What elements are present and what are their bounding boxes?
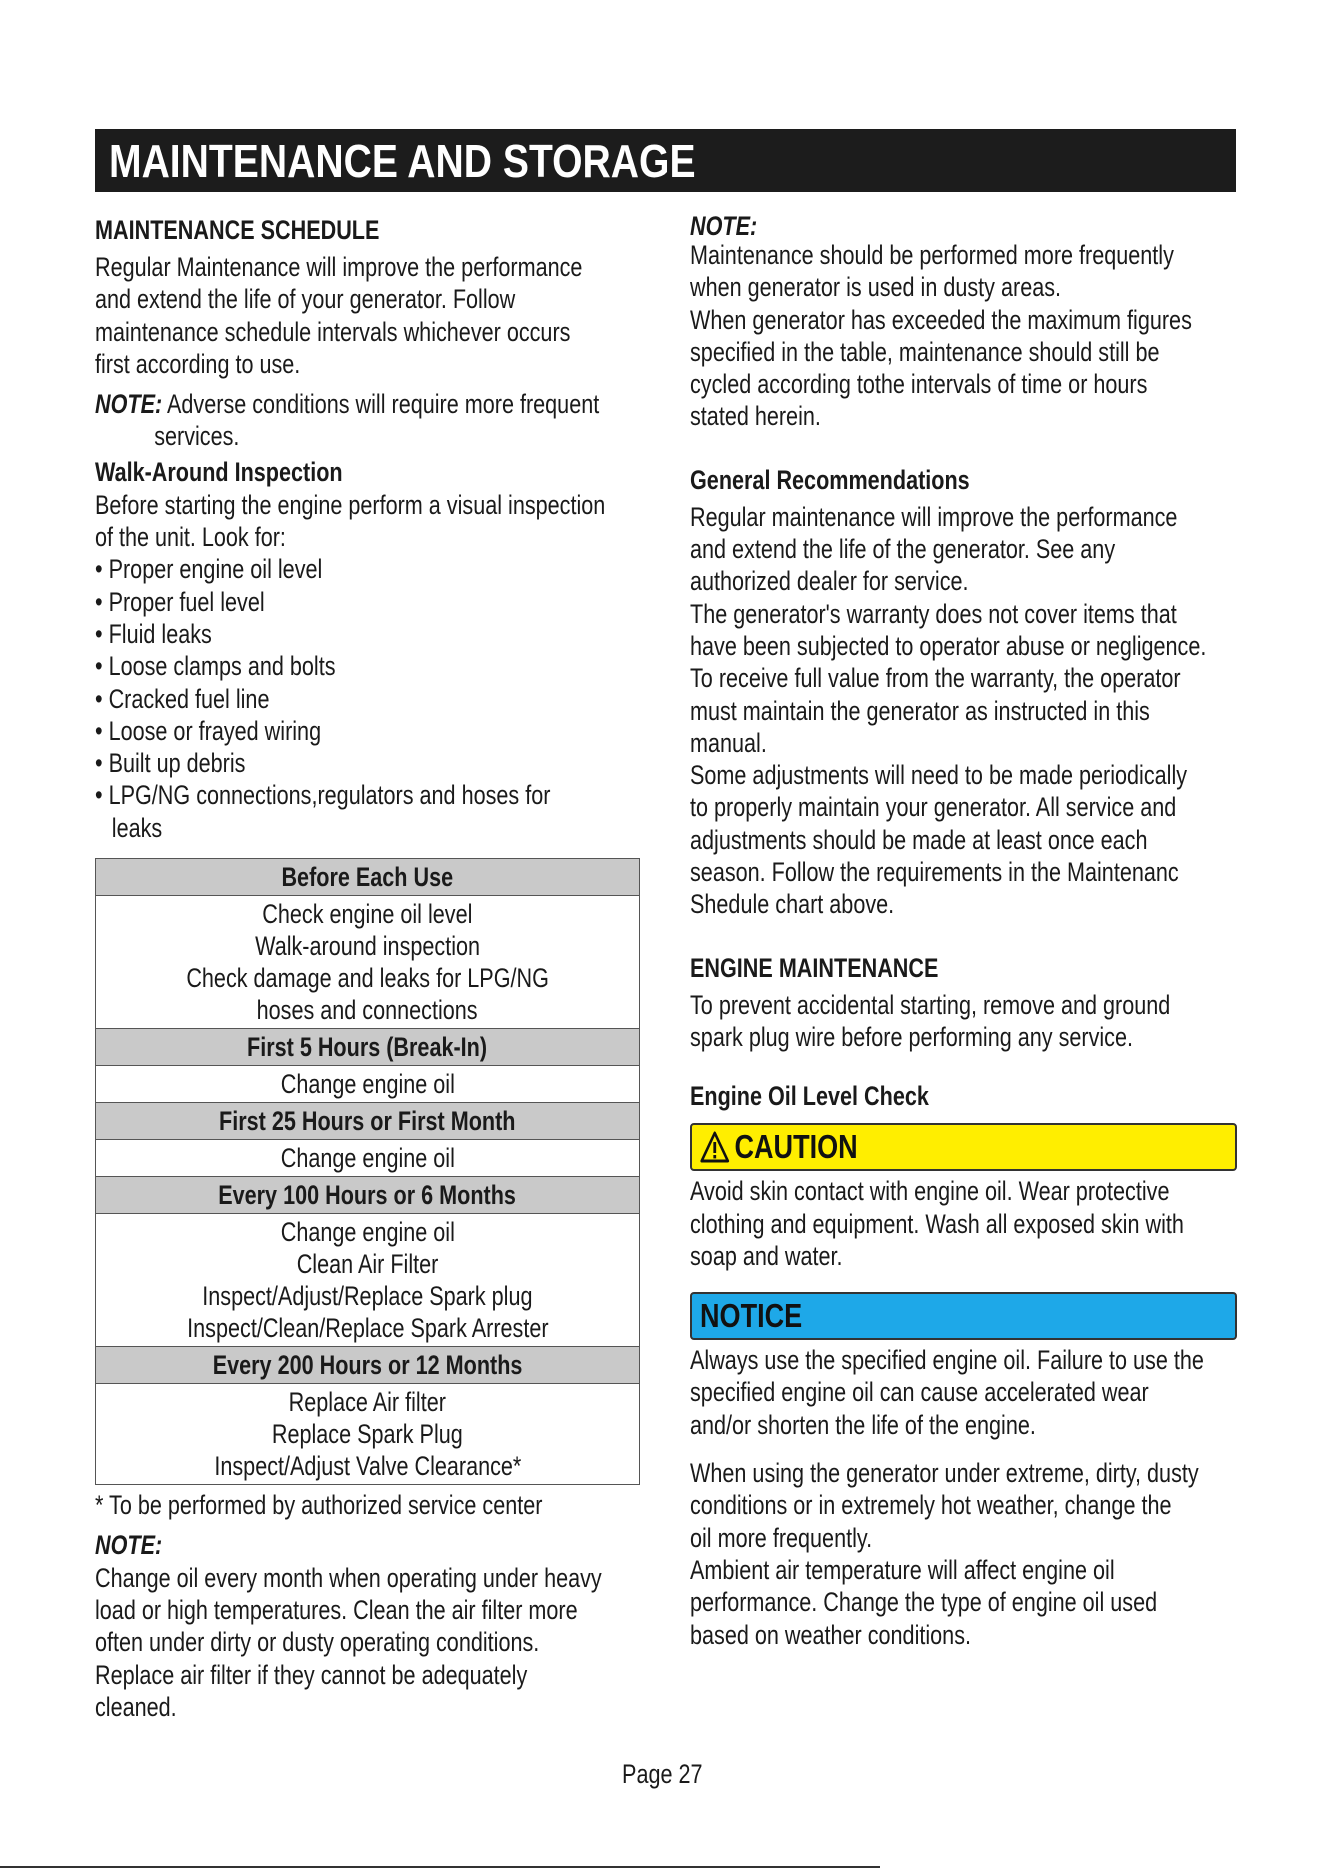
list-item: • Loose clamps and bolts [95, 651, 336, 682]
walk-intro-line: Before starting the engine perform a visual inspection [95, 489, 606, 520]
caution-paragraph: Avoid skin contact with engine oil. Wear protective clothing and equipment. Wash all exposed skin with soap and water. [690, 1176, 1184, 1271]
list-item: • Proper engine oil level [95, 554, 323, 585]
section-title: MAINTENANCE AND STORAGE [109, 135, 696, 187]
table-header: First 25 Hours or First Month [96, 1103, 640, 1140]
caution-label: CAUTION [734, 1128, 858, 1166]
list-item: • Built up debris [95, 748, 246, 779]
oil-level-check-heading: Engine Oil Level Check [690, 1081, 929, 1112]
left-column [95, 213, 640, 1723]
intro-line: Regular Maintenance will improve the performance [95, 252, 583, 282]
walk-around-intro [95, 489, 640, 554]
table-cell: Change engine oil Clean Air Filter Inspect/Adjust/Replace Spark plug Inspect/Clean/Replace Spark Arrester [96, 1214, 640, 1347]
walk-intro-line: of the unit. Look for: [95, 522, 286, 553]
maintenance-schedule-heading: MAINTENANCE SCHEDULE [95, 215, 380, 245]
table-header: Every 100 Hours or 6 Months [96, 1177, 640, 1214]
page-number: Page 27 [621, 1759, 703, 1789]
note-adverse [95, 388, 640, 453]
general-recommendations-heading: General Recommendations [690, 464, 970, 495]
note-label: NOTE: [95, 389, 163, 420]
note-text-cont: services. [154, 421, 240, 452]
section-banner [95, 129, 1236, 192]
table-footnote: * To be performed by authorized service center [95, 1490, 543, 1521]
table-cell: Replace Air filter Replace Spark Plug Inspect/Adjust Valve Clearance* [96, 1384, 640, 1485]
list-item: • LPG/NG connections,regulators and hoses for [95, 780, 551, 811]
note-dusty-paragraph: Maintenance should be performed more frequently when generator is used in dusty areas. When generator has exceeded the maximum figures specified in the table, maintenance should still be cycled according tothe intervals of time or hours stated herein. [690, 240, 1192, 432]
footer-divider [0, 1866, 880, 1868]
note-oil-paragraph: Change oil every month when operating under heavy load or high temperatures. Clean the air filter more often under dirty or dusty operating conditions. Replace air filter if they cannot be adequately cleaned. [95, 1562, 602, 1722]
list-item: • Loose or frayed wiring [95, 715, 322, 746]
notice-banner [690, 1292, 1237, 1340]
maintenance-schedule-table [95, 858, 640, 1485]
notice-paragraph: Always use the specified engine oil. Failure to use the specified engine oil can cause accelerated wear and/or shorten the life of the engine. [690, 1345, 1204, 1440]
table-cell: Check engine oil level Walk-around inspection Check damage and leaks for LPG/NG hoses and connections [96, 896, 640, 1029]
table-header: Every 200 Hours or 12 Months [96, 1347, 640, 1384]
intro-line: and extend the life of your generator. Follow [95, 284, 516, 315]
list-item: • Cracked fuel line [95, 683, 270, 714]
intro-line: first according to use. [95, 348, 301, 379]
inspection-list [95, 553, 640, 844]
warning-triangle-icon [700, 1131, 730, 1163]
list-item: • Fluid leaks [95, 618, 212, 649]
general-paragraph: Regular maintenance will improve the performance and extend the life of the generator. See any authorized dealer for service. The generator's warranty does not cover items that have been subjected to operator abuse or negligence. To receive full value from the warranty, the operator must maintain the generator as instructed in this manual. Some adjustments will need to be made periodically to properly maintain your generator. All service and adjustments should be made at least once each season. Follow the requirements in the Maintenanc Shedule chart above. [690, 501, 1207, 920]
extreme-conditions-paragraph: When using the generator under extreme, dirty, dusty conditions or in extremely hot weather, change the oil more frequently. Ambient air temperature will affect engine oil performance. Change the type of engine oil used based on weather conditions. [690, 1458, 1199, 1650]
caution-banner [690, 1123, 1237, 1171]
table-header: Before Each Use [96, 859, 640, 896]
notice-label: NOTICE [700, 1297, 803, 1335]
note-label: NOTE: [95, 1530, 163, 1561]
table-cell: Change engine oil [96, 1066, 640, 1103]
table-header: First 5 Hours (Break-In) [96, 1029, 640, 1066]
walk-around-heading: Walk-Around Inspection [95, 456, 343, 487]
engine-maintenance-heading: ENGINE MAINTENANCE [690, 952, 939, 983]
list-item-continuation: leaks [111, 812, 163, 843]
note-text: Adverse conditions will require more frequent [167, 389, 600, 420]
engine-paragraph: To prevent accidental starting, remove and ground spark plug wire before performing any service. [690, 989, 1171, 1052]
right-column [690, 213, 1240, 1651]
list-item: • Proper fuel level [95, 586, 265, 617]
table-cell: Change engine oil [96, 1140, 640, 1177]
intro-line: maintenance schedule intervals whichever occurs [95, 316, 571, 347]
intro-paragraph [95, 251, 640, 380]
note-label: NOTE: [690, 211, 758, 241]
